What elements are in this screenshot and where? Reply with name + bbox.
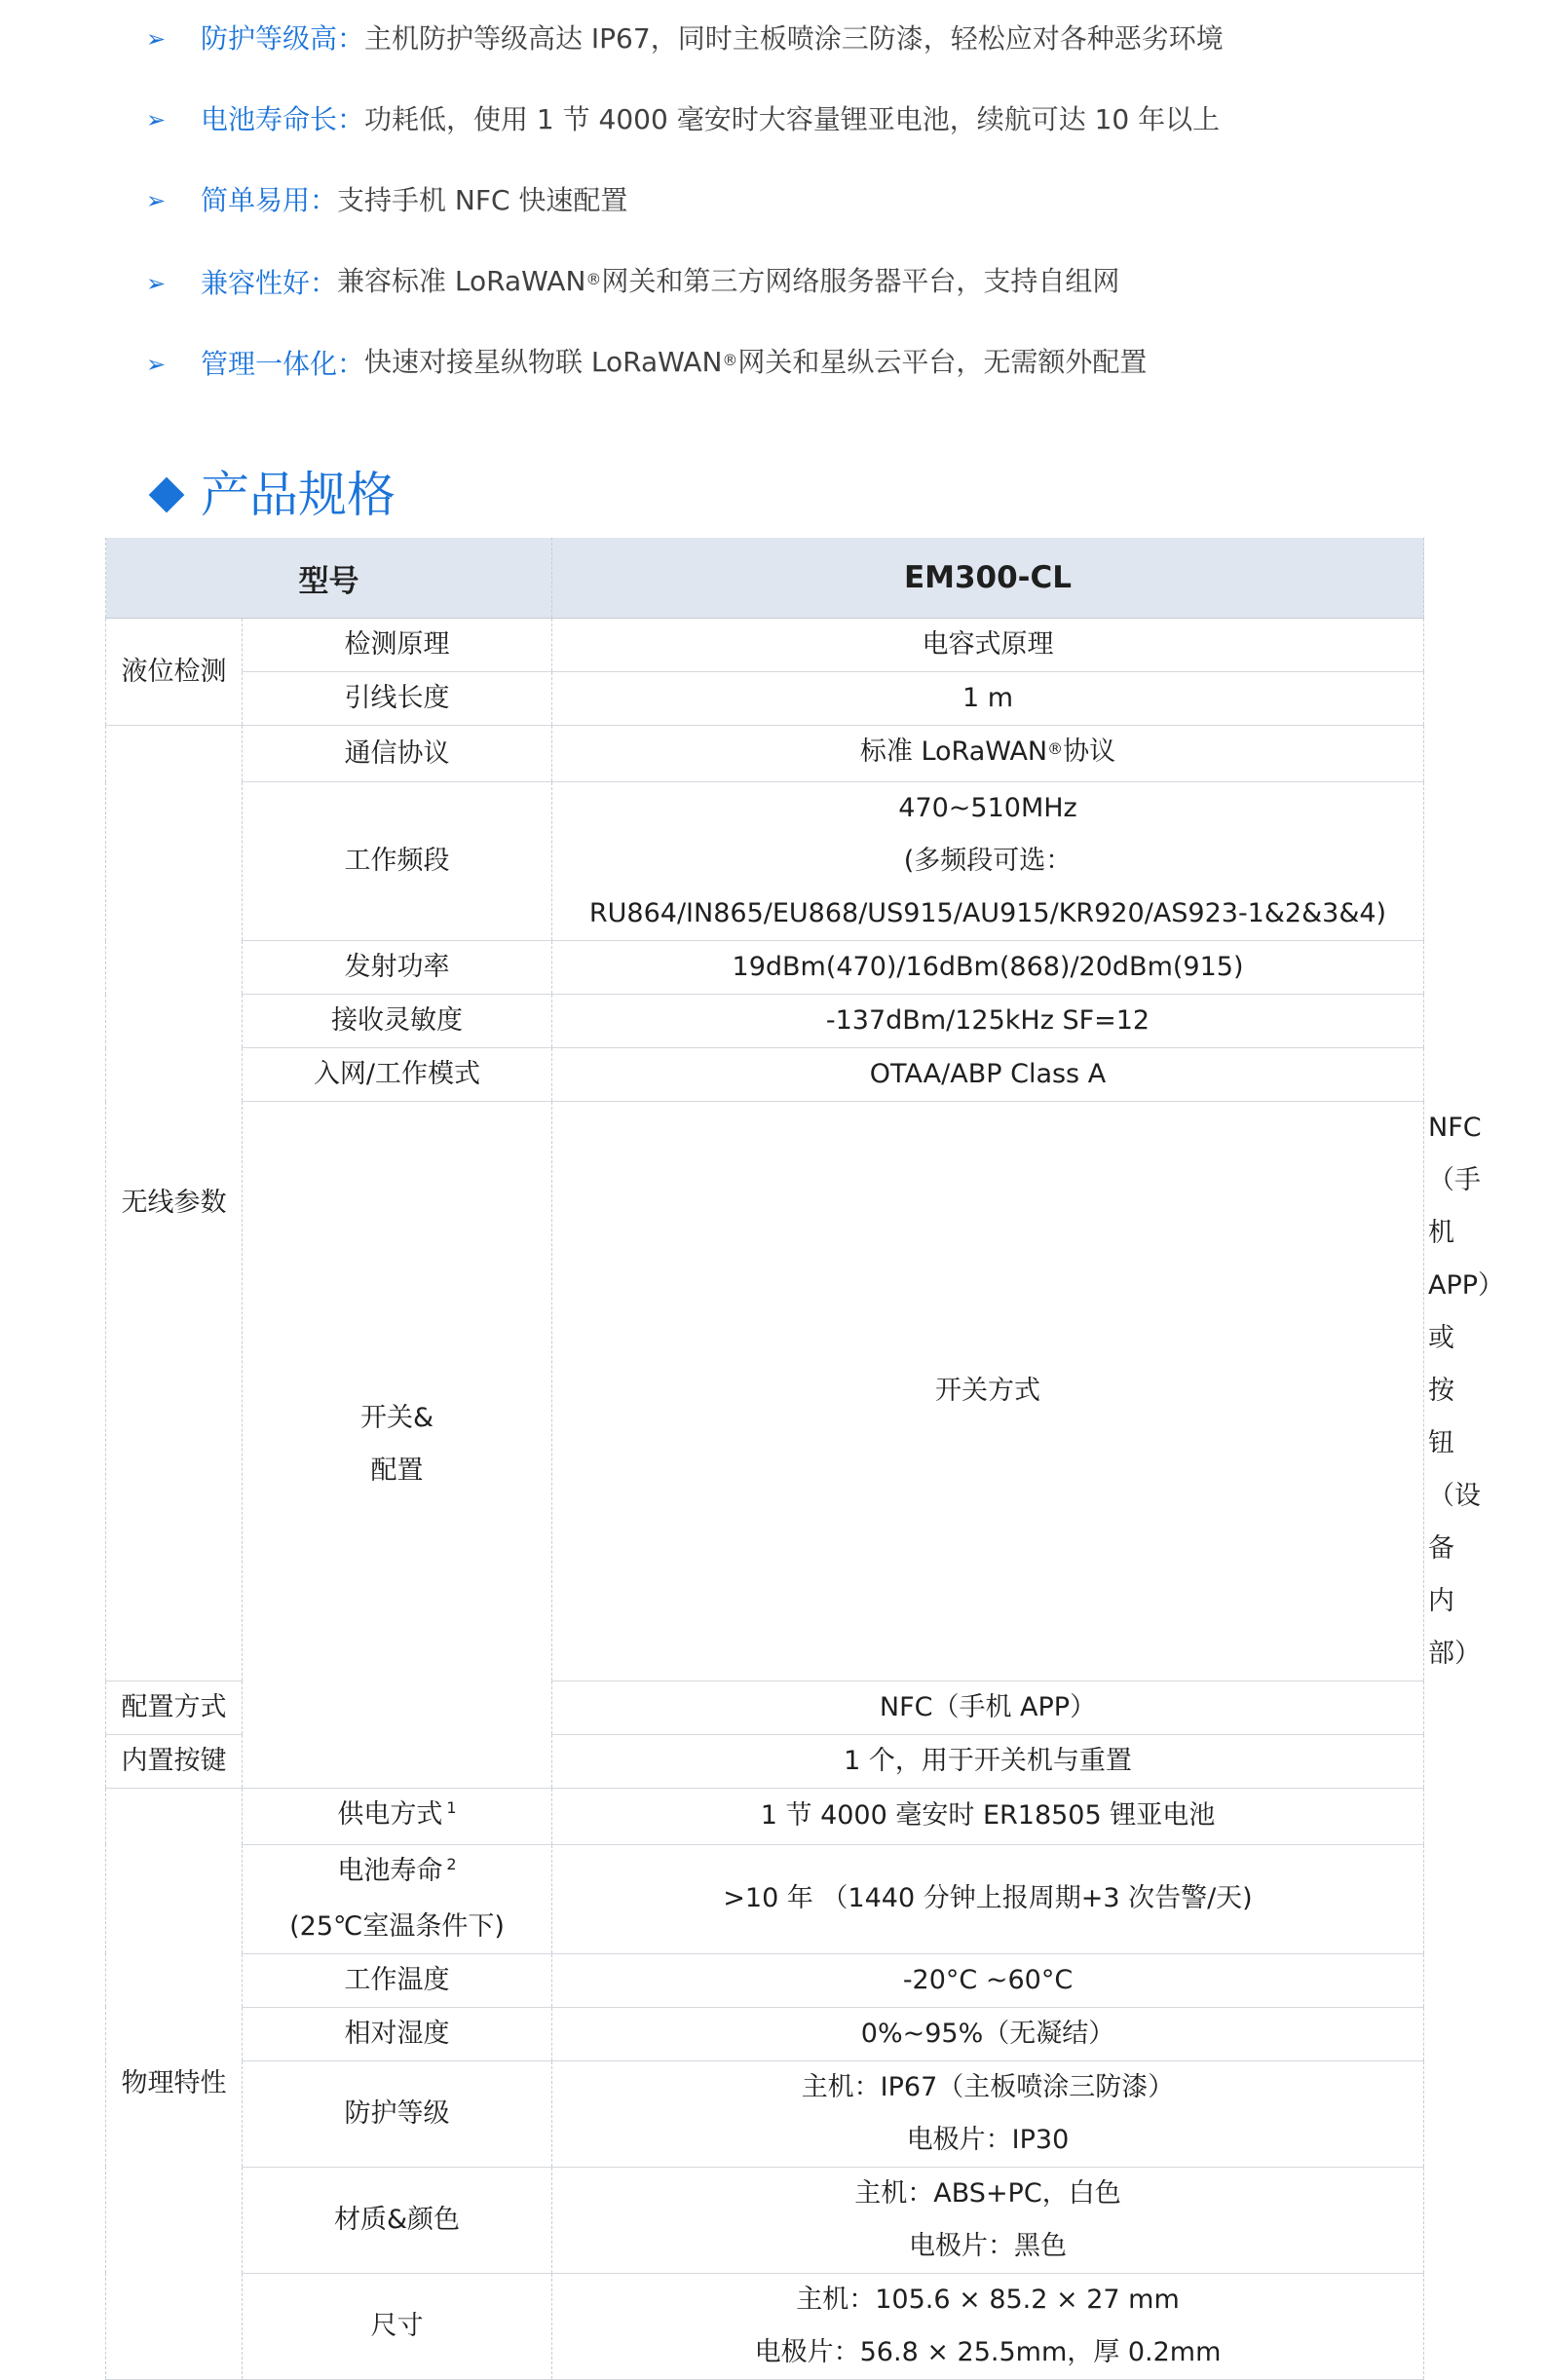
spec-table <box>105 538 1505 2380</box>
row-value <box>552 782 1424 941</box>
row-value-text: 协议 <box>1063 737 1116 767</box>
table-row <box>106 672 1424 726</box>
row-value <box>552 2060 1424 2167</box>
row-value-line: RU864/IN865/EU868/US915/AU915/KR920/AS923-1&2&3&4) <box>588 898 1387 928</box>
feature-title: 电池寿命长： <box>201 103 365 135</box>
row-value: -137dBm/125kHz SF=12 <box>552 995 1424 1048</box>
table-row <box>106 2007 1424 2060</box>
header-label: 型号 <box>106 538 552 619</box>
footnote-mark: 1 <box>446 1797 457 1817</box>
feature-desc-text: 网关和第三方网络服务器平台，支持自组网 <box>601 265 1120 297</box>
row-name-text: 供电方式 <box>337 1798 443 1830</box>
row-name: 防护等级 <box>243 2060 552 2167</box>
feature-desc-text: 兼容标准 LoRaWAN <box>337 265 586 297</box>
row-name: 相对湿度 <box>243 2007 552 2060</box>
row-name: 内置按键 <box>106 1734 243 1788</box>
row-value: 1 节 4000 毫安时 ER18505 锂亚电池 <box>552 1788 1424 1844</box>
row-value <box>552 2167 1424 2273</box>
feature-desc: 主机防护等级高达 IP67，同时主板喷涂三防漆，轻松应对各种恶劣环境 <box>364 22 1224 55</box>
header-model: EM300-CL <box>552 538 1424 619</box>
arrow-bullet-icon: ➢ <box>146 187 167 214</box>
row-value-line: 主机：IP67（主板喷涂三防漆） <box>801 2071 1175 2102</box>
table-row <box>106 782 1424 941</box>
row-name: 接收灵敏度 <box>243 995 552 1048</box>
feature-item <box>146 181 627 220</box>
row-value: 1 个，用于开关机与重置 <box>552 1734 1424 1788</box>
feature-desc <box>337 262 1119 305</box>
row-name-text: 电池寿命 <box>337 1855 443 1886</box>
arrow-bullet-icon: ➢ <box>146 270 167 297</box>
row-value: >10 年 （1440 分钟上报周期+3 次告警/天) <box>552 1844 1424 1953</box>
row-value: 1 m <box>552 672 1424 726</box>
table-header-row <box>106 538 1424 619</box>
feature-desc-text: 网关和星纵云平台，无需额外配置 <box>737 346 1148 378</box>
feature-desc: 支持手机 NFC 快速配置 <box>337 184 628 216</box>
group-liquid: 液位检测 <box>106 619 243 726</box>
group-label-line: 配置 <box>370 1454 424 1486</box>
feature-item <box>146 343 1147 386</box>
feature-desc: 功耗低，使用 1 节 4000 毫安时大容量锂亚电池，续航可达 10 年以上 <box>364 103 1221 135</box>
section-title: 产品规格 <box>201 467 396 523</box>
row-name-line <box>246 1845 547 1901</box>
arrow-bullet-icon: ➢ <box>146 106 167 133</box>
row-value-line: 470~510MHz <box>898 793 1077 823</box>
feature-item <box>146 100 1220 139</box>
feature-item <box>146 262 1119 305</box>
row-name: 开关方式 <box>552 1102 1424 1681</box>
row-value: -20°C ~60°C <box>552 1953 1424 2007</box>
registered-mark: ® <box>585 270 602 288</box>
row-name: 引线长度 <box>243 672 552 726</box>
row-name-line: (25℃室温条件下) <box>289 1910 505 1942</box>
group-physical: 物理特性 <box>106 1788 243 2379</box>
feature-desc <box>364 343 1147 386</box>
row-value: 0%~95%（无凝结） <box>552 2007 1424 2060</box>
feature-title: 防护等级高： <box>201 22 365 55</box>
row-value: NFC（手机 APP） <box>552 1681 1424 1734</box>
row-value <box>552 2273 1424 2379</box>
row-name: 工作温度 <box>243 1953 552 2007</box>
feature-item <box>146 19 1224 58</box>
row-name: 通信协议 <box>243 726 552 782</box>
group-label-line: 开关& <box>359 1402 434 1433</box>
table-row <box>106 2167 1424 2273</box>
registered-mark: ® <box>722 351 738 369</box>
row-value-line: 电极片：IP30 <box>906 2124 1070 2155</box>
table-row <box>106 619 1424 672</box>
table-row <box>106 1953 1424 2007</box>
row-value-line: 电极片：黑色 <box>909 2230 1067 2261</box>
feature-title: 兼容性好： <box>201 267 338 299</box>
row-name: 检测原理 <box>243 619 552 672</box>
table-row <box>106 941 1424 995</box>
arrow-bullet-icon: ➢ <box>146 351 167 378</box>
feature-title: 简单易用： <box>201 184 338 216</box>
row-value <box>552 726 1424 782</box>
row-name: 材质&颜色 <box>243 2167 552 2273</box>
table-row <box>106 2273 1424 2379</box>
row-name: 发射功率 <box>243 941 552 995</box>
table-row <box>106 1788 1424 1844</box>
group-wireless: 无线参数 <box>106 726 243 1681</box>
spec-table-container <box>105 538 1505 2380</box>
row-name: 配置方式 <box>106 1681 243 1734</box>
row-name: 尺寸 <box>243 2273 552 2379</box>
arrow-bullet-icon: ➢ <box>146 25 167 53</box>
row-value: 19dBm(470)/16dBm(868)/20dBm(915) <box>552 941 1424 995</box>
footnote-mark: 2 <box>446 1854 457 1873</box>
group-switch-config <box>243 1102 552 1789</box>
diamond-icon <box>149 477 185 513</box>
row-value-line: (多频段可选： <box>903 846 1073 876</box>
row-value: OTAA/ABP Class A <box>552 1048 1424 1102</box>
table-row <box>106 995 1424 1048</box>
registered-mark: ® <box>1047 739 1064 758</box>
row-value-line: 电极片：56.8 × 25.5mm，厚 0.2mm <box>754 2336 1222 2367</box>
table-row: 开关& 配置 开关方式 NFC（手机 APP）或按钮（设备内部） <box>106 1102 1424 1681</box>
feature-desc-text: 快速对接星纵物联 LoRaWAN <box>364 346 723 378</box>
row-value-line: 主机：105.6 × 85.2 × 27 mm <box>796 2284 1180 2315</box>
row-name: 入网/工作模式 <box>243 1048 552 1102</box>
row-value-line: 主机：ABS+PC，白色 <box>854 2177 1121 2209</box>
table-row <box>106 2060 1424 2167</box>
table-row <box>106 726 1424 782</box>
table-row <box>106 1048 1424 1102</box>
row-name <box>243 1788 552 1844</box>
row-value-text: 标准 LoRaWAN <box>859 737 1048 767</box>
feature-title: 管理一体化： <box>201 348 365 380</box>
row-name: 工作频段 <box>243 782 552 941</box>
row-value: 电容式原理 <box>552 619 1424 672</box>
section-heading <box>148 466 396 524</box>
